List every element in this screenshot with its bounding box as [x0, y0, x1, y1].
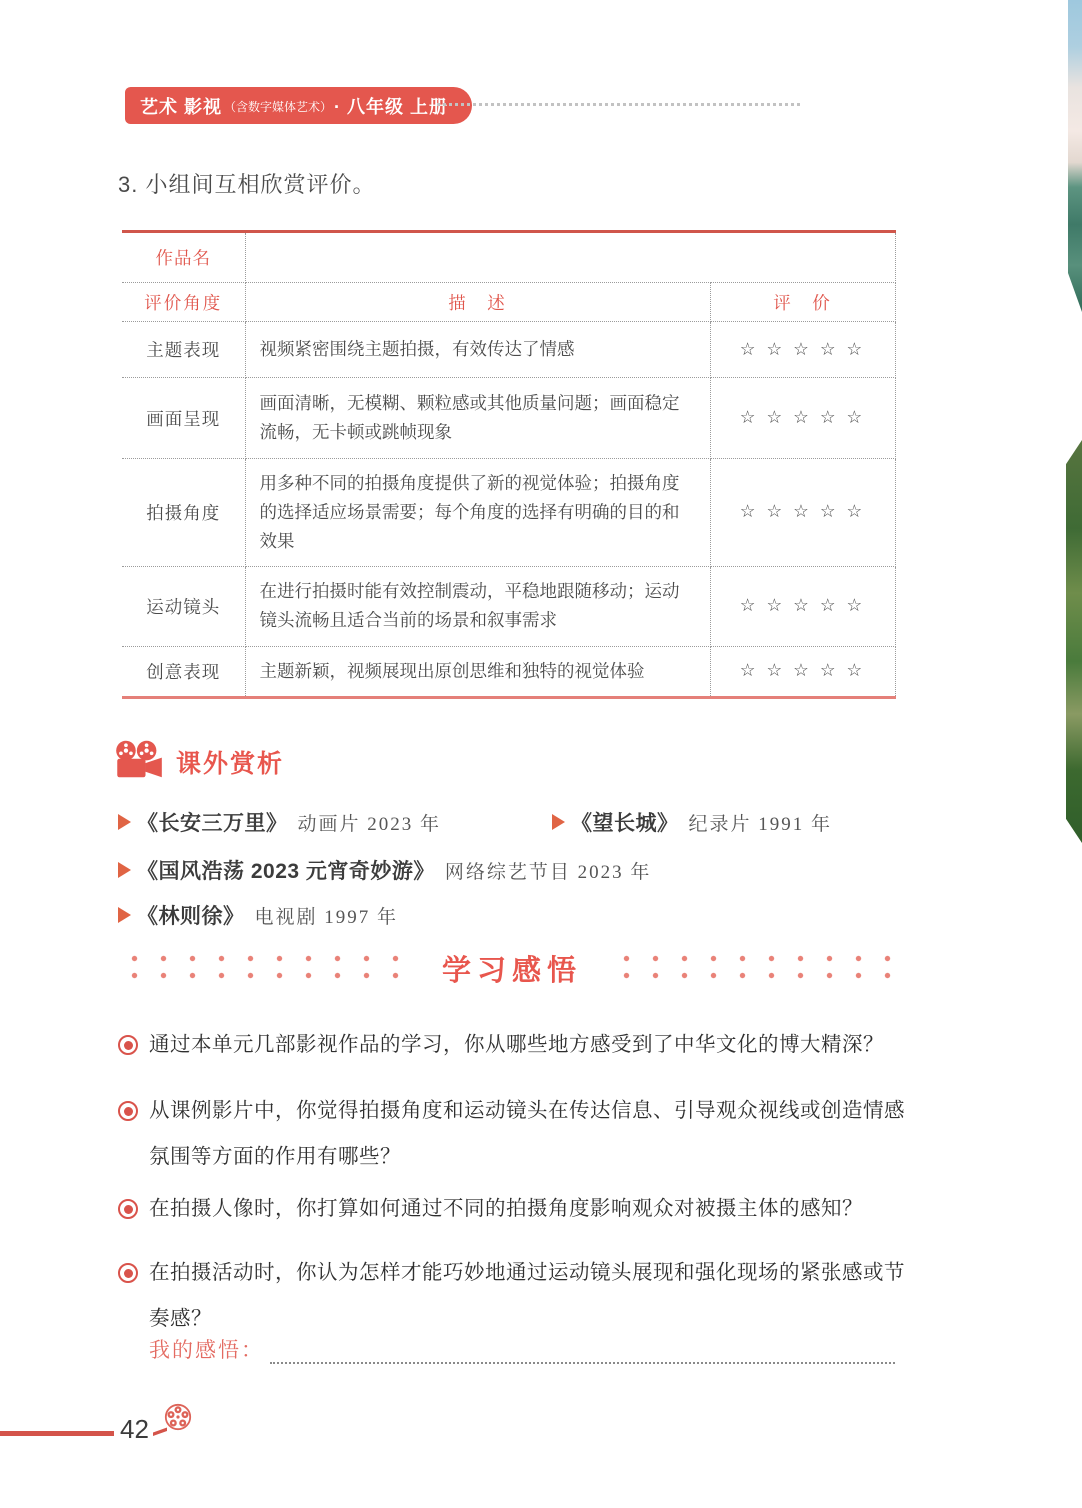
col-header-description: 描 述 — [245, 283, 710, 322]
aspect-label: 画面呈现 — [122, 378, 245, 459]
aspect-description: 在进行拍摄时能有效控制震动，平稳地跟随移动；运动镜头流畅且适合当前的场景和叙事需求 — [245, 566, 710, 646]
movie-meta: 电视剧 1997 年 — [254, 907, 399, 928]
my-note-row — [149, 1334, 895, 1364]
bullseye-bullet-icon — [118, 1199, 138, 1219]
reflection-question — [118, 1088, 910, 1180]
film-reel-icon — [153, 1402, 201, 1442]
triangle-bullet-icon — [118, 862, 131, 878]
star-rating: ☆☆☆☆☆ — [710, 322, 895, 378]
extracurricular-title: 课外赏析 — [176, 750, 285, 778]
bullseye-bullet-icon — [118, 1263, 138, 1283]
evaluation-table — [122, 230, 896, 699]
movie-projector-icon — [114, 740, 164, 784]
aspect-description: 用多种不同的拍摄角度提供了新的视觉体验；拍摄角度的选择适应场景需要；每个角度的选择有明确的目的和效果 — [245, 459, 710, 567]
triangle-bullet-icon — [118, 907, 131, 923]
extracurricular-heading — [114, 740, 284, 784]
aspect-label: 拍摄角度 — [122, 459, 245, 567]
aspect-label: 创意表现 — [122, 646, 245, 697]
movie-item — [118, 807, 441, 837]
reflection-title: 学习感悟 — [441, 955, 582, 987]
table-header-row — [122, 283, 895, 322]
my-note-label: 我的感悟： — [149, 1338, 264, 1362]
movie-title: 《国风浩荡 2023 元宵奇妙游》 — [137, 860, 435, 883]
movie-title: 《望长城》 — [571, 812, 679, 835]
question-text: 在拍摄活动时，你认为怎样才能巧妙地通过运动镜头展现和强化现场的紧张感或节奏感？ — [149, 1262, 905, 1330]
movie-meta: 网络综艺节目 2023 年 — [444, 862, 652, 883]
triangle-bullet-icon — [552, 814, 565, 830]
badge-subtitle: （含数字媒体艺术） — [224, 100, 333, 114]
movie-meta: 纪录片 1991 年 — [688, 814, 833, 835]
bullseye-bullet-icon — [118, 1035, 138, 1055]
dots-decoration-right — [610, 947, 905, 981]
table-row — [122, 459, 895, 567]
question-text: 在拍摄人像时，你打算如何通过不同的拍摄角度影响观众对被摄主体的感知？ — [149, 1198, 863, 1220]
photo-edge-sliver-top — [1068, 0, 1082, 312]
reflection-question — [118, 1186, 910, 1232]
badge-title: 艺术 影视 — [140, 96, 223, 117]
aspect-description: 视频紧密围绕主题拍摄，有效传达了情感 — [245, 322, 710, 378]
footer-accent-line — [0, 1431, 114, 1436]
movie-title: 《林则徐》 — [137, 905, 245, 928]
question-text: 通过本单元几部影视作品的学习，你从哪些地方感受到了中华文化的博大精深？ — [149, 1034, 884, 1056]
table-row — [122, 646, 895, 697]
movie-item — [552, 807, 832, 837]
section-title: 3. 小组间互相欣赏评价。 — [118, 172, 376, 197]
aspect-description: 画面清晰，无模糊、颗粒感或其他质量问题；画面稳定流畅，无卡顿或跳帧现象 — [245, 378, 710, 459]
star-rating: ☆☆☆☆☆ — [710, 566, 895, 646]
star-rating: ☆☆☆☆☆ — [710, 459, 895, 567]
page-number: 42 — [120, 1414, 149, 1444]
reflection-question — [118, 1250, 910, 1342]
badge-suffix: · 八年级 上册 — [334, 96, 449, 117]
my-note-writing-line[interactable] — [270, 1338, 895, 1364]
movie-item — [118, 900, 398, 930]
header-dotted-divider — [437, 103, 800, 106]
col-header-rating: 评 价 — [710, 283, 895, 322]
work-name-label: 作品名 — [122, 232, 245, 283]
movie-title: 《长安三万里》 — [137, 812, 288, 835]
reflection-question — [118, 1022, 910, 1068]
aspect-label: 运动镜头 — [122, 566, 245, 646]
table-row-work-name — [122, 232, 895, 283]
photo-edge-sliver-bottom — [1066, 440, 1082, 843]
triangle-bullet-icon — [118, 814, 131, 830]
movie-item — [118, 855, 651, 885]
chapter-badge — [125, 87, 472, 124]
movie-meta: 动画片 2023 年 — [297, 814, 442, 835]
col-header-aspect: 评价角度 — [122, 283, 245, 322]
bullseye-bullet-icon — [118, 1101, 138, 1121]
star-rating: ☆☆☆☆☆ — [710, 378, 895, 459]
aspect-label: 主题表现 — [122, 322, 245, 378]
aspect-description: 主题新颖，视频展现出原创思维和独特的视觉体验 — [245, 646, 710, 697]
star-rating: ☆☆☆☆☆ — [710, 646, 895, 697]
table-row — [122, 322, 895, 378]
question-text: 从课例影片中，你觉得拍摄角度和运动镜头在传达信息、引导观众视线或创造情感氛围等方面的作用有哪些？ — [149, 1100, 905, 1168]
table-row — [122, 378, 895, 459]
work-name-blank-cell — [245, 232, 895, 283]
table-row — [122, 566, 895, 646]
